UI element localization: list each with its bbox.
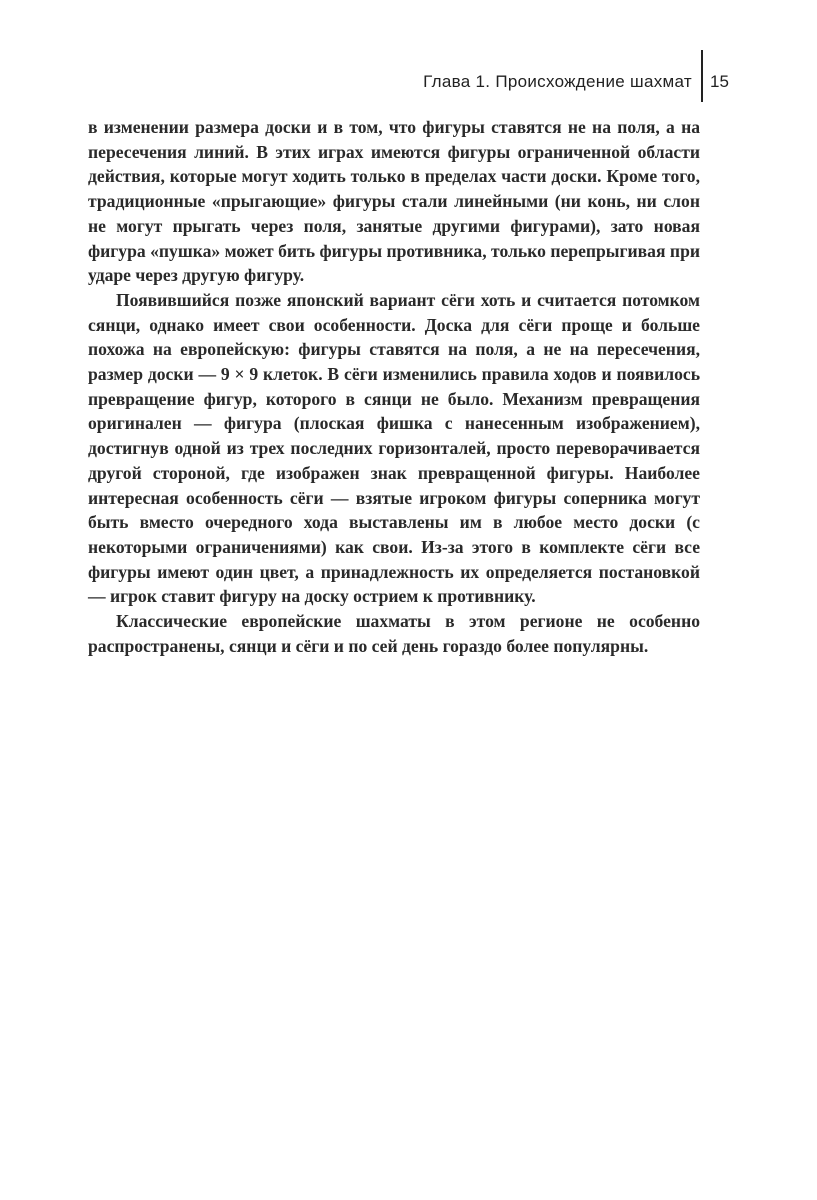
chapter-title: Глава 1. Происхождение шахмат — [423, 72, 692, 91]
paragraph-2: Появившийся позже японский вариант сёги хоть и считается потомком сянци, однако имеет свои особенности. Доска для сёги проще и больше похожа на европейскую: фигуры ставятся на поля, а не на пересечения, размер доски — 9 × 9 клеток. В сёги изменились правила ходов и появилось превращение фигур, которого в сянци не было. Механизм превращения оригинален — фигура (плоская фишка с нанесенным изображением), достигнув одной из трех последних горизонталей, просто переворачивается другой стороной, где изображен знак превращенной фигуры. Наиболее интересная особенность сёги — взятые игроком фигуры соперника могут быть вместо очередного хода выставлены им в любое место доски (с некоторыми ограничениями) как свои. Из-за этого в комплекте сёги все фигуры имеют один цвет, а принадлежность их определяется постановкой — игрок ставит фигуру на доску острием к противнику. — [88, 289, 700, 607]
header-divider — [701, 50, 703, 102]
body-text — [88, 115, 700, 658]
page-number: 15 — [710, 72, 729, 91]
paragraph-1: в изменении размера доски и в том, что фигуры ставятся не на поля, а на пересечения линий. В этих играх имеются фигуры ограниченной области действия, которые могут ходить только в пределах части доски. Кроме того, традиционные «прыгающие» фигуры стали линейными (ни конь, ни слон не могут прыгать через поля, занятые другими фигурами), зато новая фигура «пушка» может бить фигуры противника, только перепрыгивая при ударе через другую фигуру. — [88, 117, 700, 286]
running-header — [0, 72, 817, 102]
paragraph-3: Классические европейские шахматы в этом регионе не особенно распространены, сянци и сёги и по сей день гораздо более популярны. — [88, 611, 700, 656]
